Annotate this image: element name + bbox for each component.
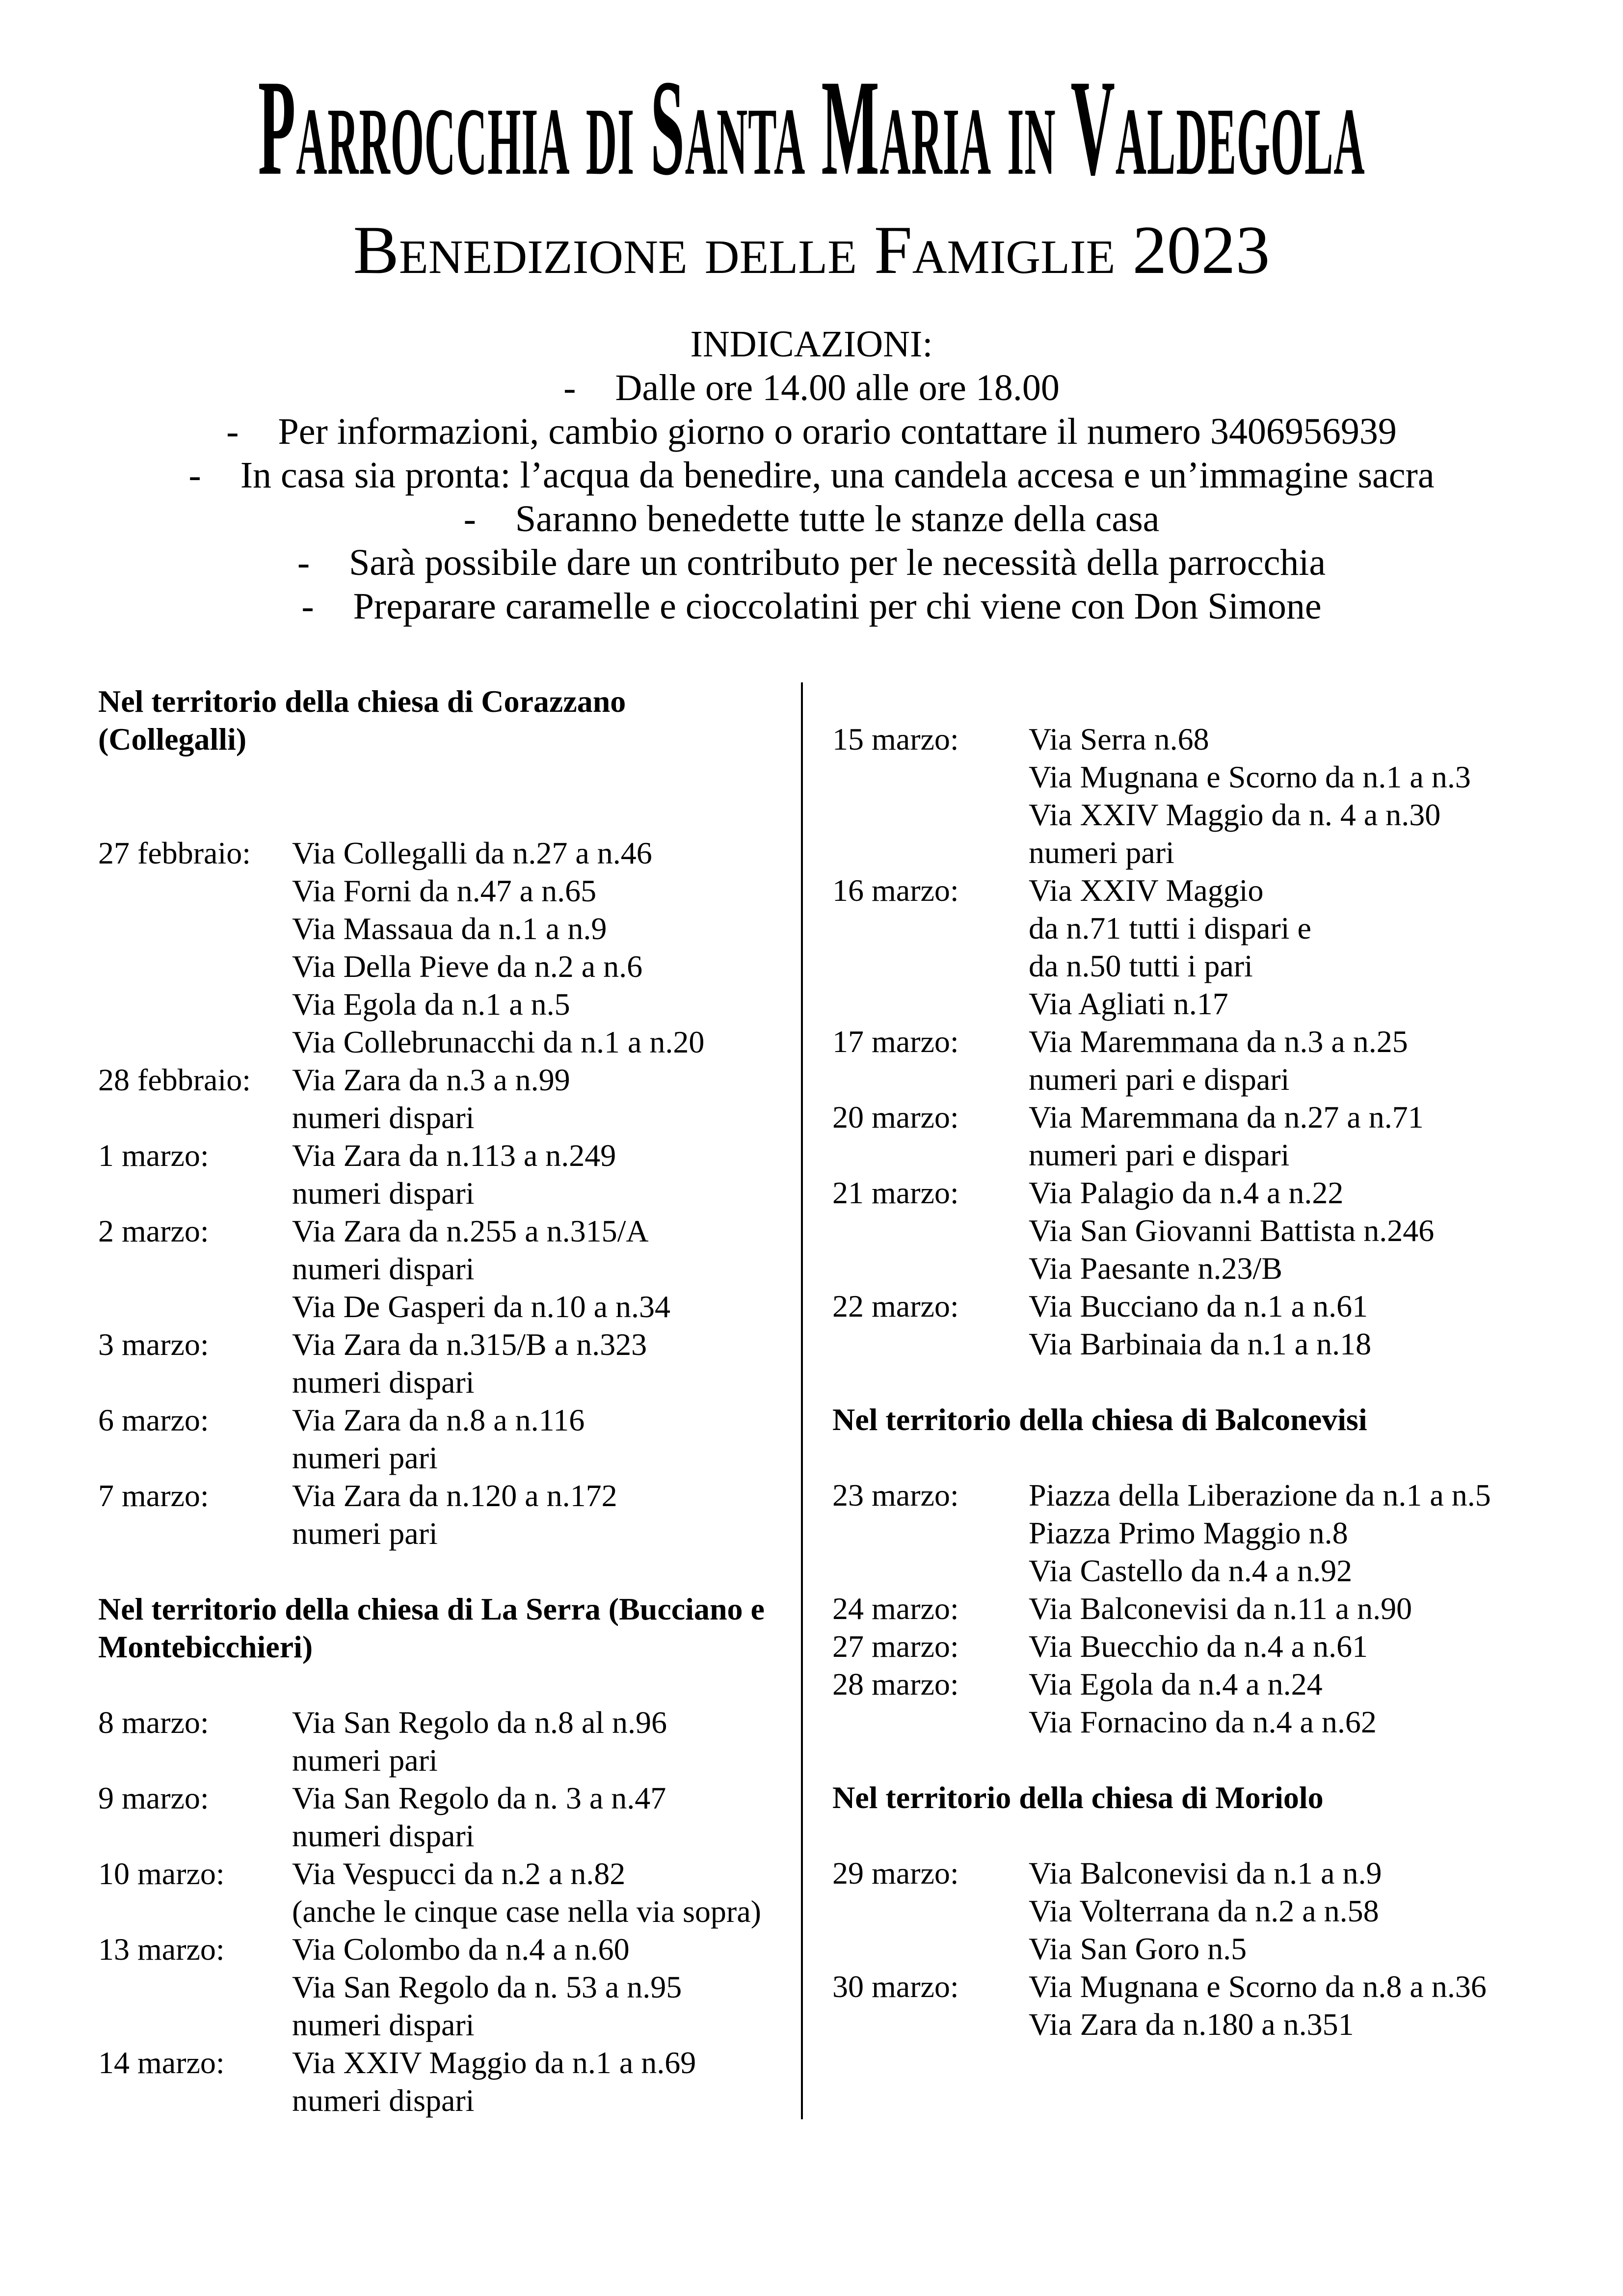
entry-streets [1029, 871, 1574, 1023]
indication-text: Saranno benedette tutte le stanze della casa [515, 498, 1160, 540]
street-line: numeri dispari [292, 2007, 475, 2042]
street-line: Via Zara da n.8 a n.116 [292, 1402, 585, 1437]
street-line: Via XXIV Maggio da n. 4 a n.30 [1029, 797, 1441, 832]
street-line: Via Palagio da n.4 a n.22 [1029, 1175, 1344, 1210]
street-line: Via San Regolo da n. 3 a n.47 [292, 1780, 666, 1815]
entry-streets [1029, 720, 1574, 871]
street-line: Via Barbinaia da n.1 a n.18 [1029, 1326, 1372, 1361]
entry-date: 15 marzo: [832, 721, 959, 756]
schedule-entry [98, 1477, 766, 1552]
entry-date: 21 marzo: [832, 1175, 959, 1210]
street-line: Via Agliati n.17 [1029, 986, 1228, 1021]
bullet-dash: - [563, 367, 576, 408]
street-line: Via Bucciano da n.1 a n.61 [1029, 1288, 1368, 1324]
indication-text: Per informazioni, cambio giorno o orario contattare il numero 3406956939 [278, 410, 1397, 452]
entry-streets [292, 1325, 766, 1401]
schedule-entry [98, 2044, 766, 2119]
entry-date: 8 marzo: [98, 1704, 209, 1740]
entry-streets [292, 1401, 766, 1477]
entry-streets [292, 1855, 766, 1930]
schedule-entry [98, 834, 766, 1061]
entry-date: 9 marzo: [98, 1780, 209, 1815]
street-line: Via Zara da n.113 a n.249 [292, 1137, 616, 1173]
indication-item [0, 366, 1623, 410]
indication-item [0, 585, 1623, 628]
street-line: Piazza della Liberazione da n.1 a n.5 [1029, 1477, 1491, 1513]
entry-streets [1029, 1287, 1574, 1363]
indication-text: Dalle ore 14.00 alle ore 18.00 [615, 367, 1060, 408]
entry-streets [292, 1703, 766, 1779]
entry-date: 10 marzo: [98, 1856, 225, 1891]
schedule-entry [832, 1627, 1574, 1665]
entry-streets [292, 1136, 766, 1212]
section-heading-moriolo: Nel territorio della chiesa di Moriolo [832, 1780, 1324, 1815]
entry-date: 27 febbraio: [98, 835, 251, 870]
street-line: Via Zara da n.3 a n.99 [292, 1062, 570, 1097]
indication-item [0, 497, 1623, 541]
entry-date: 27 marzo: [832, 1628, 959, 1664]
entry-date: 23 marzo: [832, 1477, 959, 1513]
entry-date: 22 marzo: [832, 1288, 959, 1324]
entry-streets [292, 834, 766, 1061]
indications-section [0, 323, 1623, 628]
street-line: numeri dispari [292, 1251, 475, 1286]
street-line: da n.50 tutti i pari [1029, 948, 1253, 983]
street-line: numeri dispari [292, 1100, 475, 1135]
schedule-section [98, 1703, 766, 2119]
page-subtitle: Benedizione delle Famiglie 2023 [353, 212, 1270, 288]
indication-text: Preparare caramelle e cioccolatini per chi viene con Don Simone [353, 585, 1322, 627]
schedule-entry [98, 1136, 766, 1212]
street-line: Via XXIV Maggio [1029, 872, 1264, 908]
indications-heading: INDICAZIONI: [690, 323, 933, 365]
street-line: Via Balconevisi da n.1 a n.9 [1029, 1855, 1382, 1891]
entry-date: 17 marzo: [832, 1024, 959, 1059]
section-heading-corazzano: Nel territorio della chiesa di Corazzano (Collegalli) [98, 683, 626, 756]
entry-streets [1029, 1023, 1574, 1098]
schedule-entry [98, 1401, 766, 1477]
schedule-section [832, 1476, 1574, 1741]
entry-date: 7 marzo: [98, 1478, 209, 1513]
section-heading-laserra: Nel territorio della chiesa di La Serra (Bucciano e Montebicchieri) [98, 1591, 765, 1664]
indication-text: Sarà possibile dare un contributo per le necessità della parrocchia [349, 541, 1326, 583]
street-line: Via Zara da n.120 a n.172 [292, 1478, 617, 1513]
schedule-entry [98, 1325, 766, 1401]
street-line: Via Balconevisi da n.11 a n.90 [1029, 1591, 1412, 1626]
street-line: Piazza Primo Maggio n.8 [1029, 1515, 1348, 1550]
street-line: numeri pari [292, 1440, 438, 1475]
street-line: Via Zara da n.315/B a n.323 [292, 1326, 647, 1362]
entry-date: 3 marzo: [98, 1326, 209, 1362]
schedule-entry [832, 1023, 1574, 1098]
indication-item [0, 541, 1623, 585]
street-line: Via Fornacino da n.4 a n.62 [1029, 1704, 1377, 1739]
street-line: Via Collebrunacchi da n.1 a n.20 [292, 1024, 705, 1059]
street-line: numeri pari e dispari [1029, 1137, 1290, 1172]
street-line: Via Massaua da n.1 a n.9 [292, 911, 607, 946]
street-line: Via Paesante n.23/B [1029, 1250, 1282, 1286]
street-line: Via Maremmana da n.27 a n.71 [1029, 1099, 1424, 1134]
street-line: Via XXIV Maggio da n.1 a n.69 [292, 2045, 696, 2080]
schedule-entry [98, 1855, 766, 1930]
bullet-dash: - [297, 541, 310, 583]
entry-date: 20 marzo: [832, 1099, 959, 1134]
schedule-entry [98, 1212, 766, 1325]
street-line: Via Della Pieve da n.2 a n.6 [292, 948, 643, 984]
street-line: Via Mugnana e Scorno da n.8 a n.36 [1029, 1969, 1487, 2004]
street-line: Via San Regolo da n.8 al n.96 [292, 1704, 667, 1740]
entry-date: 29 marzo: [832, 1855, 959, 1891]
street-line: numeri pari [292, 1515, 438, 1551]
entry-streets [1029, 1665, 1574, 1741]
header [0, 0, 1623, 204]
street-line: numeri pari [292, 1742, 438, 1778]
street-line: Via Buecchio da n.4 a n.61 [1029, 1628, 1368, 1664]
entry-date: 6 marzo: [98, 1402, 209, 1437]
entry-date: 1 marzo: [98, 1137, 209, 1173]
entry-streets [1029, 1968, 1574, 2043]
entry-date: 24 marzo: [832, 1591, 959, 1626]
entry-streets [292, 2044, 766, 2119]
entry-streets [292, 1779, 766, 1855]
schedule-entry [832, 1854, 1574, 1968]
entry-streets [292, 1212, 766, 1325]
street-line: Via Egola da n.1 a n.5 [292, 986, 570, 1022]
street-line: Via Forni da n.47 a n.65 [292, 873, 597, 908]
street-line: Via Vespucci da n.2 a n.82 [292, 1856, 626, 1891]
schedule-section [832, 1854, 1574, 2043]
page-title: Parrocchia di Santa Maria in Valdegola [258, 52, 1365, 204]
street-line: Via Collegalli da n.27 a n.46 [292, 835, 652, 870]
street-line: numeri pari e dispari [1029, 1061, 1290, 1097]
entry-streets [1029, 1174, 1574, 1287]
street-line: Via San Regolo da n. 53 a n.95 [292, 1969, 682, 2004]
indication-item [0, 454, 1623, 497]
street-line: Via Zara da n.255 a n.315/A [292, 1213, 649, 1248]
entry-streets [1029, 1590, 1574, 1627]
indication-text: In casa sia pronta: l’acqua da benedire, una candela accesa e un’immagine sacra [240, 454, 1435, 496]
street-line: Via Volterrana da n.2 a n.58 [1029, 1893, 1379, 1928]
column-left [98, 682, 766, 2119]
schedule-entry [98, 1779, 766, 1855]
entry-date: 2 marzo: [98, 1213, 209, 1248]
entry-streets [1029, 1476, 1574, 1590]
entry-date: 13 marzo: [98, 1931, 225, 1967]
schedule-entry [832, 1174, 1574, 1287]
street-line: numeri dispari [292, 2082, 475, 2118]
entry-date: 28 marzo: [832, 1666, 959, 1702]
schedule-entry [98, 1703, 766, 1779]
street-line: Via Mugnana e Scorno da n.1 a n.3 [1029, 759, 1471, 794]
street-line: numeri dispari [292, 1818, 475, 1853]
schedule-entry [98, 1930, 766, 2044]
street-line: Via San Giovanni Battista n.246 [1029, 1213, 1435, 1248]
schedule-entry [832, 1665, 1574, 1741]
schedule-entry [832, 871, 1574, 1023]
entry-streets [1029, 1627, 1574, 1665]
street-line: Via Serra n.68 [1029, 721, 1209, 756]
entry-streets [1029, 1098, 1574, 1174]
entry-date: 28 febbraio: [98, 1062, 251, 1097]
street-line: numeri dispari [292, 1175, 475, 1211]
entry-streets [292, 1930, 766, 2044]
street-line: Via De Gasperi da n.10 a n.34 [292, 1289, 671, 1324]
entry-streets [292, 1477, 766, 1552]
column-right [832, 682, 1574, 2119]
entry-streets [1029, 1854, 1574, 1968]
schedule-entry [832, 1968, 1574, 2043]
entry-date: 16 marzo: [832, 872, 959, 908]
column-divider [801, 682, 803, 2119]
street-line: Via San Goro n.5 [1029, 1931, 1247, 1966]
schedule-entry [832, 1287, 1574, 1363]
section-heading-balconevisi: Nel territorio della chiesa di Balconevisi [832, 1402, 1367, 1437]
schedule-section [832, 720, 1574, 1363]
bullet-dash: - [301, 585, 314, 627]
schedule-entry [832, 1098, 1574, 1174]
street-line: da n.71 tutti i dispari e [1029, 910, 1311, 945]
bullet-dash: - [226, 410, 239, 452]
schedule-columns [98, 682, 1574, 2119]
schedule-entry [98, 1061, 766, 1136]
bullet-dash: - [188, 454, 201, 496]
street-line: Via Egola da n.4 a n.24 [1029, 1666, 1323, 1702]
entry-streets [292, 1061, 766, 1136]
street-line: Via Castello da n.4 a n.92 [1029, 1553, 1353, 1588]
schedule-entry [832, 1590, 1574, 1627]
street-line: Via Maremmana da n.3 a n.25 [1029, 1024, 1408, 1059]
schedule-entry [832, 720, 1574, 871]
street-line: Via Zara da n.180 a n.351 [1029, 2006, 1354, 2042]
schedule-section [98, 834, 766, 1552]
entry-date: 14 marzo: [98, 2045, 225, 2080]
street-line: numeri dispari [292, 1364, 475, 1400]
street-line: numeri pari [1029, 835, 1174, 870]
street-line: Via Colombo da n.4 a n.60 [292, 1931, 630, 1967]
street-line: (anche le cinque case nella via sopra) [292, 1893, 761, 1929]
indication-item [0, 410, 1623, 454]
bullet-dash: - [463, 498, 476, 540]
entry-date: 30 marzo: [832, 1969, 959, 2004]
schedule-entry [832, 1476, 1574, 1590]
